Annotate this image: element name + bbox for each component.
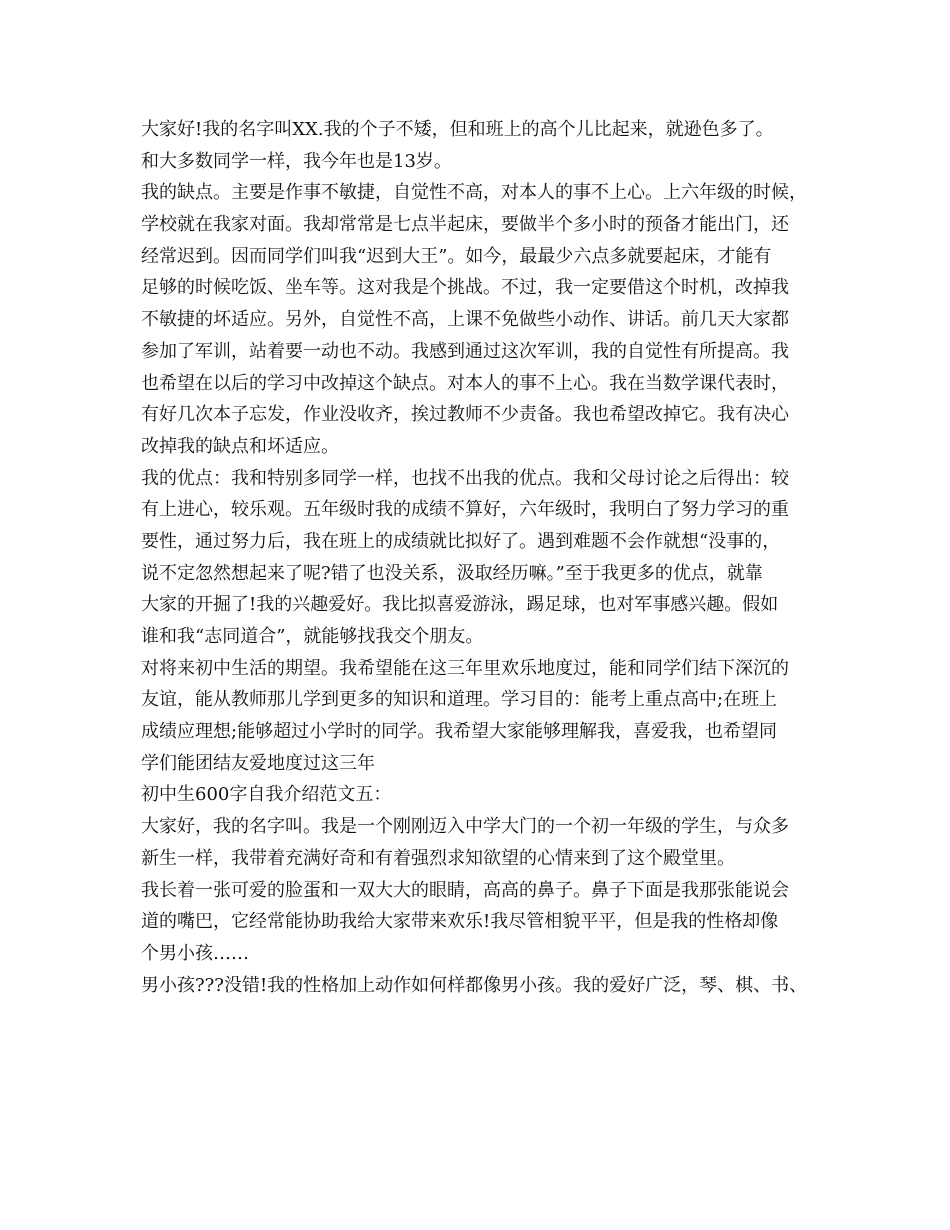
text-line: 男小孩???没错!我的性格加上动作如何样都像男小孩。我的爱好广泛，琴、棋、书、 bbox=[141, 974, 808, 996]
text-line: 个男小孩…… bbox=[141, 942, 249, 964]
text-line: 参加了军训，站着要一动也不动。我感到通过这次军训，我的自觉性有所提高。我 bbox=[141, 340, 789, 362]
text-line: 我长着一张可爱的脸蛋和一双大大的眼睛，高高的鼻子。鼻子下面是我那张能说会 bbox=[141, 879, 789, 901]
text-line: 有上进心，较乐观。五年级时我的成绩不算好，六年级时，我明白了努力学习的重 bbox=[141, 499, 789, 521]
text-line: 学校就在我家对面。我却常常是七点半起床，要做半个多小时的预备才能出门，还 bbox=[141, 214, 789, 236]
text-line: 不敏捷的坏适应。另外，自觉性不高，上课不免做些小动作、讲话。前几天大家都 bbox=[141, 309, 789, 331]
text-line: 和大多数同学一样，我今年也是13岁。 bbox=[141, 150, 452, 172]
text-line: 对将来初中生活的期望。我希望能在这三年里欢乐地度过，能和同学们结下深沉的 bbox=[141, 657, 789, 679]
text-line: 经常迟到。因而同学们叫我“迟到大王”。如今，最最少六点多就要起床，才能有 bbox=[141, 245, 772, 267]
text-line: 要性，通过努力后，我在班上的成绩就比拟好了。遇到难题不会作就想“没事的， bbox=[141, 530, 781, 552]
text-line: 足够的时候吃饭、坐车等。这对我是个挑战。不过，我一定要借这个时机，改掉我 bbox=[141, 277, 789, 299]
text-line: 改掉我的缺点和坏适应。 bbox=[141, 435, 339, 457]
text-line: 我的优点：我和特别多同学一样，也找不出我的优点。我和父母讨论之后得出：较 bbox=[141, 467, 789, 489]
text-line: 学们能团结友爱地度过这三年 bbox=[141, 752, 375, 774]
document-body bbox=[141, 114, 831, 1001]
text-line: 谁和我“志同道合”，就能够找我交个朋友。 bbox=[141, 626, 484, 647]
text-line: 友谊，能从教师那儿学到更多的知识和道理。学习目的：能考上重点高中;在班上 bbox=[141, 689, 778, 711]
text-line: 说不定忽然想起来了呢?错了也没关系，汲取经历嘛。”至于我更多的优点，就靠 bbox=[141, 562, 763, 584]
text-line: 道的嘴巴，它经常能协助我给大家带来欢乐!我尽管相貌平平，但是我的性格却像 bbox=[141, 911, 779, 933]
text-line: 有好几次本子忘发，作业没收齐，挨过教师不少责备。我也希望改掉它。我有决心 bbox=[141, 404, 789, 426]
text-line: 大家的开掘了!我的兴趣爱好。我比拟喜爱游泳，踢足球，也对军事感兴趣。假如 bbox=[141, 594, 779, 616]
text-line: 也希望在以后的学习中改掉这个缺点。对本人的事不上心。我在当数学课代表时， bbox=[141, 372, 789, 394]
text-line: 大家好!我的名字叫XX.我的个子不矮，但和班上的高个儿比起来，就逊色多了。 bbox=[141, 119, 774, 140]
text-line: 我的缺点。主要是作事不敏捷，自觉性不高，对本人的事不上心。上六年级的时候， bbox=[141, 182, 807, 204]
text-line: 大家好，我的名字叫。我是一个刚刚迈入中学大门的一个初一年级的学生，与众多 bbox=[141, 816, 789, 838]
text-line: 成绩应理想;能够超过小学时的同学。我希望大家能够理解我，喜爱我，也希望同 bbox=[141, 721, 778, 743]
section-heading: 初中生600字自我介绍范文五： bbox=[141, 784, 392, 806]
text-line: 新生一样，我带着充满好奇和有着强烈求知欲望的心情来到了这个殿堂里。 bbox=[141, 847, 735, 869]
